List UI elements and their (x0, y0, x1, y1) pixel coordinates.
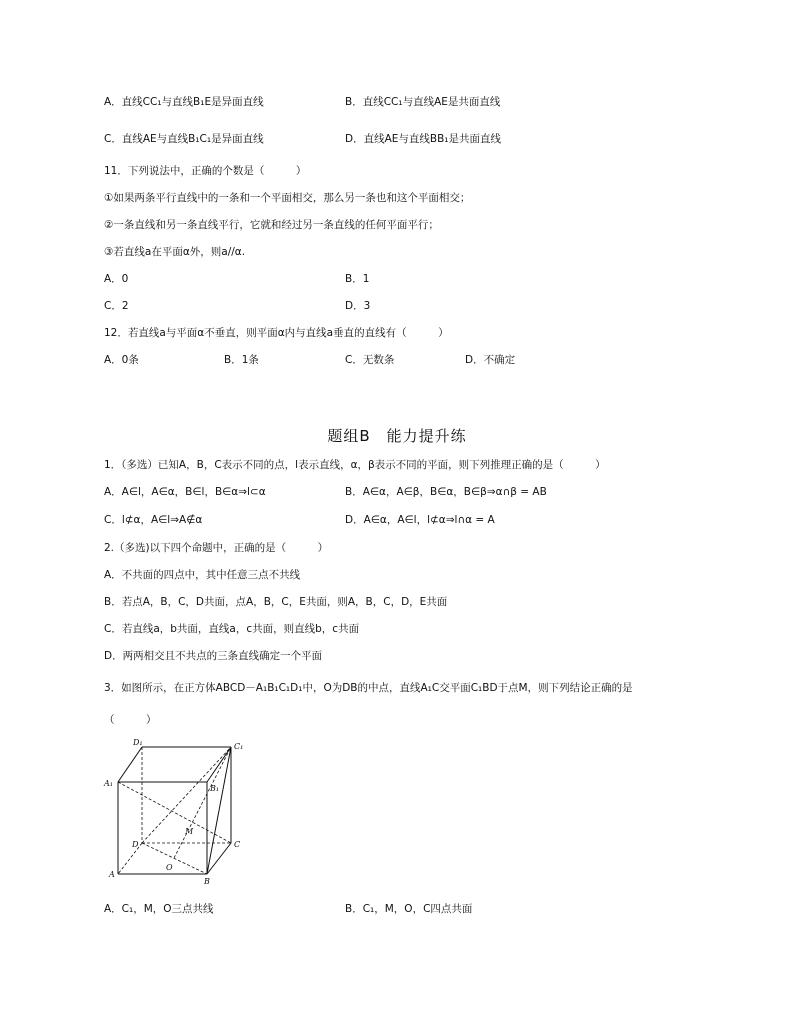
q12-option-d: D．不确定 (465, 354, 516, 366)
q10-option-b: B．直线CC₁与直线AE是共面直线 (345, 96, 501, 108)
b2-option-a: A．不共面的四点中，其中任意三点不共线 (104, 569, 301, 581)
label-c: C (234, 840, 241, 849)
edge-c-b (207, 843, 231, 874)
q11-statement-3: ③若直线a在平面α外，则a//α. (104, 246, 246, 258)
q11-stem: 11．下列说法中，正确的个数是（ ） (104, 165, 307, 177)
q12-option-c: C．无数条 (345, 354, 395, 366)
edge-a1-d1 (118, 747, 142, 782)
q10-option-a: A．直线CC₁与直线B₁E是异面直线 (104, 96, 264, 108)
b1-option-a: A．A∈l，A∈α，B∈l，B∈α⇒l⊂α (104, 486, 266, 498)
q11-option-c: C．2 (104, 300, 129, 312)
b3-answer-blank: （ ） (104, 714, 157, 726)
b3-option-b: B．C₁，M，O，C四点共面 (345, 903, 473, 915)
label-m: M (185, 827, 194, 836)
label-b1: B₁ (210, 784, 220, 793)
hidden-line-o-c1 (174, 747, 231, 858)
b1-stem: 1．（多选）已知A，B，C表示不同的点，l表示直线，α，β表示不同的平面，则下列推理正确的是（ ） (104, 459, 606, 471)
b3-stem: 3．如图所示，在正方体ABCD－A₁B₁C₁D₁中，O为DB的中点，直线A₁C交平面C₁BD于点M，则下列结论正确的是 (104, 682, 633, 694)
label-c1: C₁ (234, 742, 244, 751)
label-b: B (204, 877, 210, 886)
q11-statement-1: ①如果两条平行直线中的一条和一个平面相交，那么另一条也和这个平面相交； (104, 192, 471, 204)
q11-option-d: D．3 (345, 300, 371, 312)
q11-statement-2: ②一条直线和另一条直线平行，它就和经过另一条直线的任何平面平行； (104, 219, 439, 231)
label-d1: D₁ (133, 738, 143, 747)
b3-option-a: A．C₁，M，O三点共线 (104, 903, 214, 915)
q10-option-d: D．直线AE与直线BB₁是共面直线 (345, 133, 502, 145)
hidden-diagonal-d-b (142, 843, 207, 874)
b2-option-b: B．若点A，B，C，D共面，点A，B，C，E共面，则A，B，C，D，E共面 (104, 596, 448, 608)
label-o: O (166, 863, 173, 872)
b1-option-c: C．l⊄α，A∈l⇒A∉α (104, 514, 203, 526)
label-a: A (109, 870, 115, 879)
q10-option-c: C．直线AE与直线B₁C₁是异面直线 (104, 133, 264, 145)
q11-option-b: B．1 (345, 273, 370, 285)
b1-option-b: B．A∈α，A∈β，B∈α，B∈β⇒α∩β = AB (345, 486, 547, 498)
q12-option-b: B．1条 (224, 354, 259, 366)
diagonal-c1-b (207, 747, 231, 874)
section-title: 题组B 能力提升练 (327, 427, 467, 445)
cube-figure (100, 737, 260, 887)
b2-option-c: C．若直线a，b共面，直线a，c共面，则直线b，c共面 (104, 623, 360, 635)
b2-stem: 2.（多选)以下四个命题中，正确的是（ ） (104, 542, 329, 554)
b1-option-d: D．A∈α，A∈l，l⊄α⇒l∩α = A (345, 514, 495, 526)
label-a1: A₁ (104, 779, 113, 788)
label-d: D (132, 840, 139, 849)
q12-stem: 12．若直线a与平面α不垂直，则平面α内与直线a垂直的直线有（ ） (104, 327, 449, 339)
q11-option-a: A．0 (104, 273, 129, 285)
b2-option-d: D．两两相交且不共点的三条直线确定一个平面 (104, 650, 323, 662)
q12-option-a: A．0条 (104, 354, 139, 366)
